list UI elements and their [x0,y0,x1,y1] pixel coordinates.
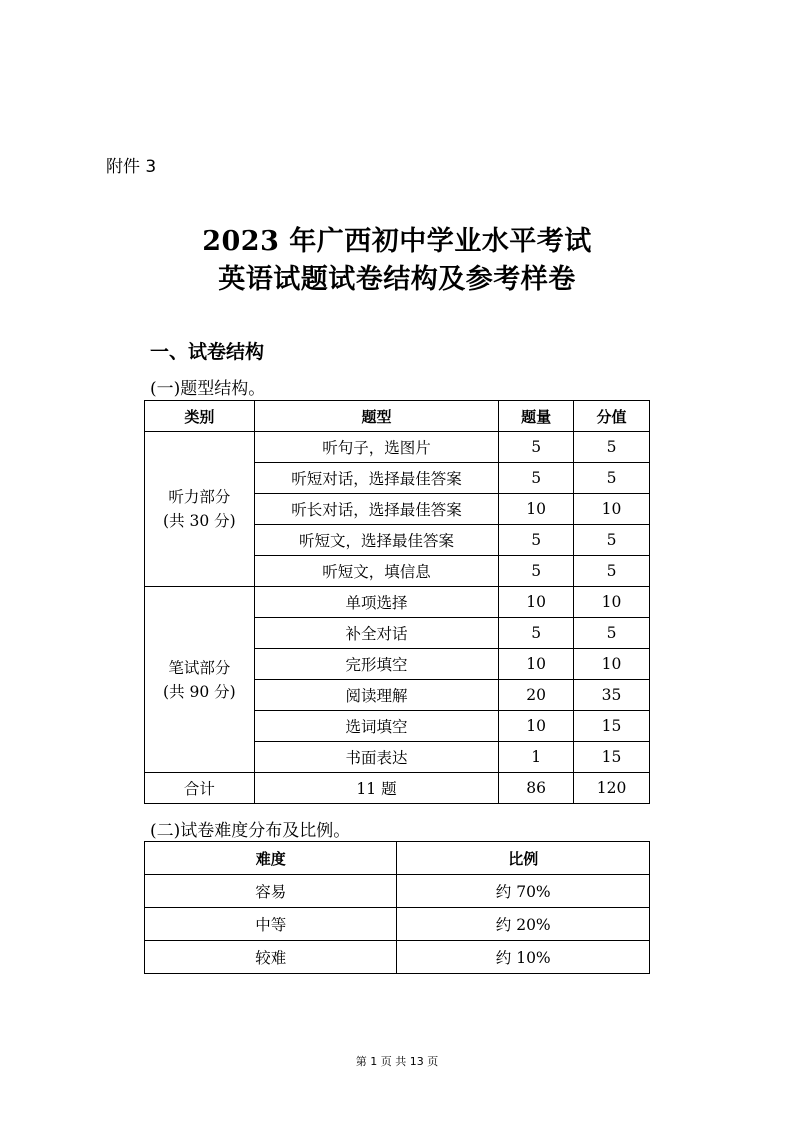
score-cell: 15 [574,742,650,773]
score-cell: 15 [574,711,650,742]
total-type-cell: 11 题 [254,773,498,804]
question-count-cell: 5 [499,556,574,587]
question-type-cell: 听句子，选图片 [254,432,498,463]
column-header: 比例 [397,842,650,875]
table-header-row [145,401,650,432]
column-header: 分值 [574,401,650,432]
column-header: 难度 [145,842,397,875]
difficulty-level-cell: 容易 [145,875,397,908]
difficulty-ratio-cell: 约 70% [397,875,650,908]
column-header: 题量 [499,401,574,432]
total-count-cell: 86 [499,773,574,804]
question-count-cell: 20 [499,680,574,711]
question-type-cell: 听长对话，选择最佳答案 [254,494,498,525]
difficulty-ratio-cell: 约 10% [397,941,650,974]
category-cell-writing [145,587,255,773]
table-row [145,875,650,908]
table-total-row [145,773,650,804]
category-cell-listening [145,432,255,587]
document-title-line1: 2023 年广西初中学业水平考试 [202,226,592,257]
score-cell: 5 [574,463,650,494]
score-cell: 5 [574,525,650,556]
score-cell: 10 [574,649,650,680]
table-row [145,908,650,941]
section-heading: 一、试卷结构 [150,341,265,363]
difficulty-ratio-cell: 约 20% [397,908,650,941]
category-label: 听力部分 [168,488,231,506]
difficulty-distribution-table [144,841,650,974]
question-count-cell: 10 [499,649,574,680]
category-label: 笔试部分 [168,658,231,677]
subsection-heading-difficulty: (二)试卷难度分布及比例。 [150,821,351,841]
question-count-cell: 1 [499,742,574,773]
question-type-cell: 书面表达 [254,742,498,773]
document-title-line2: 英语试题试卷结构及参考样卷 [218,264,576,295]
question-type-cell: 单项选择 [254,587,498,618]
difficulty-level-cell: 中等 [145,908,397,941]
category-subtotal: (共 30 分) [163,512,236,530]
column-header: 题型 [254,401,498,432]
table-header-row [145,842,650,875]
page-number-footer: 第 1 页 共 13 页 [355,1055,439,1068]
table-row [145,941,650,974]
question-count-cell: 10 [499,494,574,525]
question-type-cell: 完形填空 [254,649,498,680]
question-count-cell: 10 [499,711,574,742]
score-cell: 5 [574,556,650,587]
column-header: 类别 [145,401,255,432]
question-count-cell: 5 [499,432,574,463]
score-cell: 10 [574,587,650,618]
attachment-label: 附件 3 [106,157,157,177]
total-label-cell: 合计 [145,773,255,804]
question-count-cell: 5 [499,618,574,649]
question-count-cell: 10 [499,587,574,618]
category-subtotal: (共 90 分) [163,682,236,701]
question-count-cell: 5 [499,463,574,494]
table-row [145,587,650,618]
question-count-cell: 5 [499,525,574,556]
total-score-cell: 120 [574,773,650,804]
score-cell: 10 [574,494,650,525]
question-type-cell: 听短文，填信息 [254,556,498,587]
difficulty-level-cell: 较难 [145,941,397,974]
question-type-cell: 听短文，选择最佳答案 [254,525,498,556]
question-type-cell: 阅读理解 [254,680,498,711]
score-cell: 5 [574,432,650,463]
subsection-heading-structure: (一)题型结构。 [150,379,266,399]
question-structure-table [144,400,650,804]
question-type-cell: 选词填空 [254,711,498,742]
score-cell: 5 [574,618,650,649]
score-cell: 35 [574,680,650,711]
question-type-cell: 补全对话 [254,618,498,649]
question-type-cell: 听短对话，选择最佳答案 [254,463,498,494]
table-row [145,432,650,463]
